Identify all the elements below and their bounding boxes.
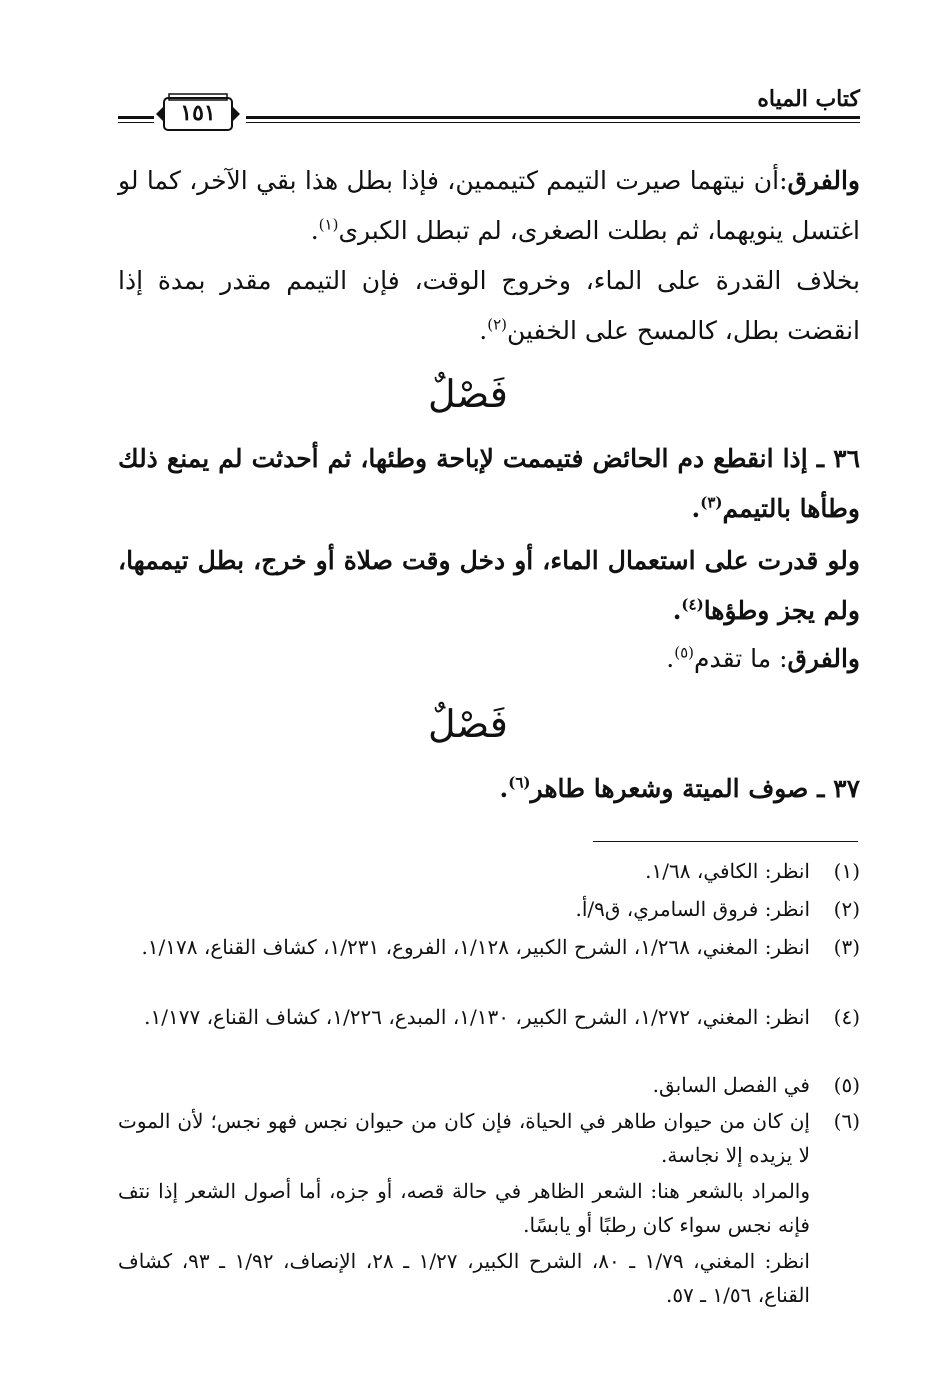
footnote-separator [593,841,858,842]
item-37: ٣٧ ـ صوف الميتة وشعرها طاهر$^{(٦)}$. [499,773,860,803]
footnote-continuation: والمراد بالشعر هنا: الشعر الظاهر في حالة قصه، أو جزه، أما أصول الشعر إذا نتف فإنه نجس سواء كان رطبًا أو يابسًا. [118,1179,810,1237]
footnote-ref: (٥) [674,643,694,662]
page-number-frame [152,92,244,136]
header-rule-left-thin [118,122,154,123]
footnote-ref: (٢) [487,315,507,334]
footnote-ref: (٣) [700,493,723,512]
footnote: (٤) انظر: المغني، ١/٢٧٢، الشرح الكبير، ١/١٣٠، المبدع، ١/٢٢٦، كشاف القناع، ١/١٧٧. [144,1005,860,1029]
label-difference: والفرق [787,166,860,195]
page-number: ١٥١ [180,100,216,126]
paragraph-difference-1: والفرق:أن نيتهما صيرت التيمم كتيممين، فإذا بطل هذا بقي الآخر، كما لو اغتسل ينويهما، ثم بطلت الصغرى، لم تبطل الكبرى$^{(١)}$. [118,166,860,245]
footnote: (٣) انظر: المغني، ١/٢٦٨، الشرح الكبير، ١/١٢٨، الفروع، ١/٢٣١، كشاف القناع، ١/١٧٨. [141,935,860,959]
section-heading-fasl: فَصْلٌ [428,372,508,416]
paragraph-difference-2: بخلاف القدرة على الماء، وخروج الوقت، فإن التيمم مقدر بمدة إذا انقضت بطل، كالمسح على الخفين$^{(٢)}$. [118,266,860,345]
footnote-ref: (٤) [681,595,704,614]
footnote-continuation: انظر: المغني، ١/٧٩ ـ ٨٠، الشرح الكبير، ١/٢٧ ـ ٢٨، الإنصاف، ١/٩٢ ـ ٩٣، كشاف القناع، ١/٥٦ ـ ٥٧. [118,1249,810,1307]
item-36-difference: والفرق: ما تقدم$^{(٥)}$. [666,643,860,673]
chapter-title: كتاب المياه [757,86,860,112]
footnote: (٦) إن كان من حيوان طاهر في الحياة، فإن كان من حيوان نجس فهو نجس؛ لأن الموت لا يزيده إلا نجاسة. [118,1109,860,1167]
footnote: (٥) في الفصل السابق. [652,1073,860,1097]
section-heading-fasl: فَصْلٌ [428,702,508,746]
header-rule-thin [246,122,860,123]
item-number: ٣٧ ـ [817,774,860,803]
footnote-ref: (٦) [508,773,531,792]
header-rule-left [118,116,154,119]
item-number: ٣٦ ـ [816,444,860,473]
footnote-ref: (١) [318,215,339,234]
item-36: ٣٦ ـ إذا انقطع دم الحائض فتيممت لإباحة وطئها، ثم أحدثت لم يمنع ذلك وطأها بالتيمم$^{(٣)}$. [118,444,860,523]
footnote: (٢) انظر: فروق السامري، ق٩/أ. [575,897,860,921]
item-36-continuation: ولو قدرت على استعمال الماء، أو دخل وقت صلاة أو خرج، بطل تيممها، ولم يجز وطؤها$^{(٤)}$. [118,546,860,625]
footnote: (١) انظر: الكافي، ١/٦٨. [645,859,860,883]
header-rule [246,116,860,119]
